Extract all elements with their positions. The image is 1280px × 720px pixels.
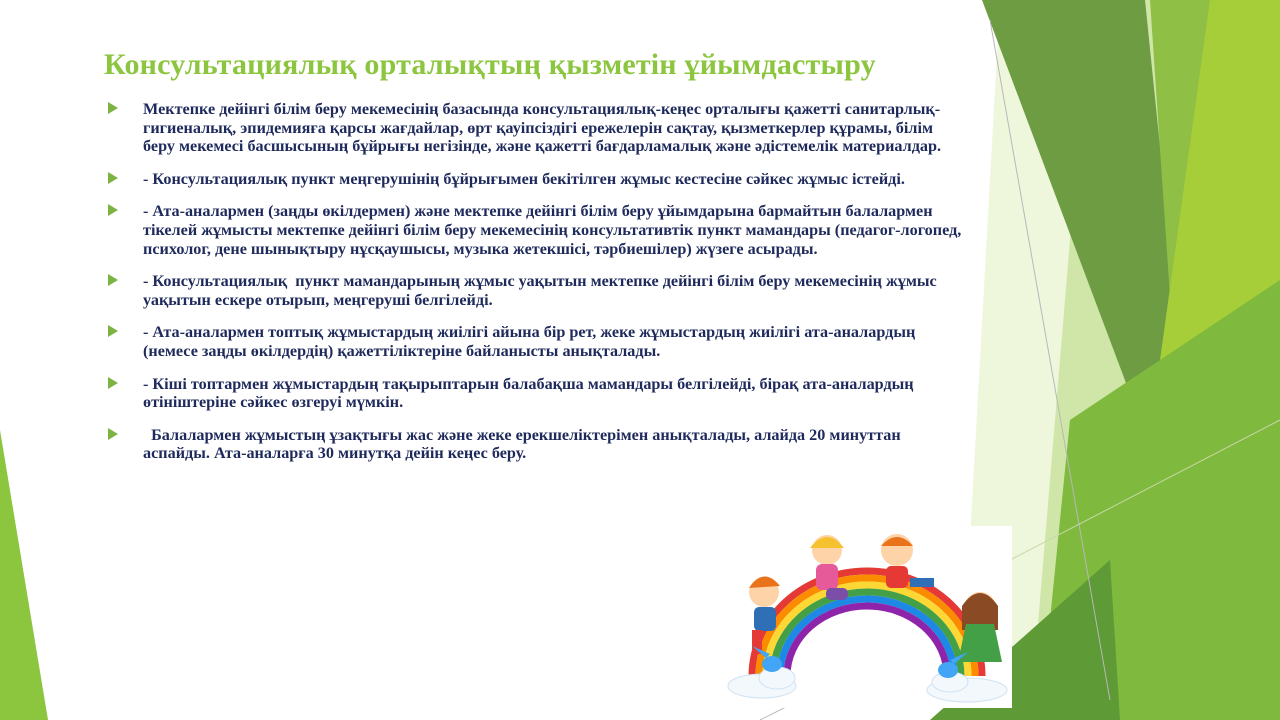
bullet-item-7: Балалармен жұмыстың ұзақтығы жас және жеке ерекшеліктерімен анықталады, алайда 20 минуттан аспайды. Ата-аналарға 30 минутқа дейін кеңес беру.	[108, 426, 968, 463]
left-green-shape	[0, 430, 48, 720]
triangle-bullet-icon	[108, 428, 118, 440]
bullet-item-1: Мектепке дейінгі білім беру мекемесінің базасында консультациялық-кеңес орталығы қажетті санитарлық-гигиеналық, эпидемияға қарсы жағдайлар, өрт қауіпсіздігі ережелерін сақтау, қызметкерлер құрамы, білім беру мекемесі басшысының бұйрығы негізінде, және қажетті бағдарламалық және әдістемелік материалдар.	[108, 100, 968, 156]
triangle-bullet-icon	[108, 204, 118, 216]
bullet-list	[108, 100, 968, 477]
bullet-item-3: - Ата-аналармен (заңды өкілдермен) және мектепке дейінгі білім беру ұйымдарына бармайтын балалармен тікелей жұмысты мектепке дейінгі білім беру мекемесінің консультативтік пункт мамандары (педагог-логопед, психолог, дене шынықтыру нұсқаушысы, музыка жетекшісі, тәрбиешілер) жүзеге асырады.	[108, 202, 968, 258]
slide-title: Консультациялық орталықтың қызметін ұйымдастыру	[104, 48, 876, 81]
triangle-bullet-icon	[108, 377, 118, 389]
bullet-item-4: - Консультациялық пункт мамандарының жұмыс уақытын мектепке дейінгі білім беру мекемесінің жұмыс уақытын ескере отырып, меңгеруші белгілейді.	[108, 272, 968, 309]
triangle-bullet-icon	[108, 325, 118, 337]
kids-on-rainbow-illustration	[722, 526, 1012, 708]
triangle-bullet-icon	[108, 274, 118, 286]
triangle-bullet-icon	[108, 102, 118, 114]
triangle-bullet-icon	[108, 172, 118, 184]
bullet-item-2: - Консультациялық пункт меңгерушінің бұйрығымен бекітілген жұмыс кестесіне сәйкес жұмыс істейді.	[108, 170, 968, 189]
bullet-item-6: - Кіші топтармен жұмыстардың тақырыптарын балабақша мамандары белгілейді, бірақ ата-аналардың өтініштеріне сәйкес өзгеруі мүмкін.	[108, 375, 968, 412]
bullet-item-5: - Ата-аналармен топтық жұмыстардың жиілігі айына бір рет, жеке жұмыстардың жиілігі ата-аналардың (немесе заңды өкілдердің) қажеттіліктеріне байланысты анықталады.	[108, 323, 968, 360]
